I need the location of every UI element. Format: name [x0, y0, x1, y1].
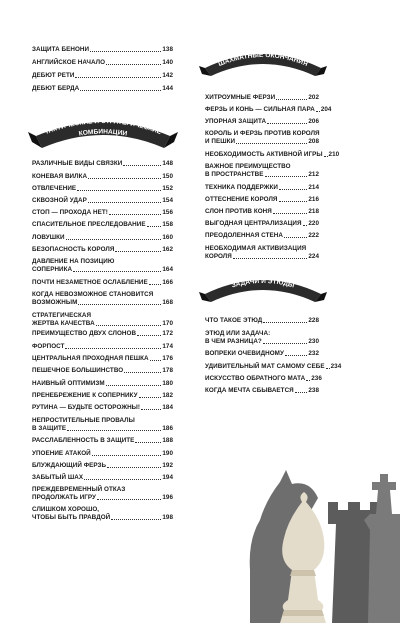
- toc-entry-page-number: 186: [162, 424, 173, 432]
- dot-leader: [233, 258, 308, 259]
- toc-entry: [205, 232, 319, 240]
- toc-entry-title-line1: КОРОЛЬ И ФЕРЗЬ ПРОТИВ КОРОЛЯ: [205, 130, 320, 137]
- toc-entry-title-line1: СТРАТЕГИЧЕСКАЯ: [32, 312, 92, 319]
- dot-leader: [88, 202, 162, 203]
- dot-leader: [316, 111, 320, 112]
- toc-entry-page-number: 208: [308, 137, 319, 145]
- toc-entry-title-line1: НЕПРОСТИТЕЛЬНЫЕ ПРОВАЛЫ: [32, 417, 135, 424]
- toc-entry-page-number: 228: [308, 317, 319, 324]
- toc-entry-title: БЕЗОПАСНОСТЬ КОРОЛЯ: [32, 246, 115, 253]
- toc-entry: [205, 245, 319, 261]
- toc-entry: [205, 363, 342, 371]
- toc-entry-title-line1: ПРЕЖДЕВРЕМЕННЫЙ ОТКАЗ: [32, 486, 126, 493]
- toc-entry-title: ЧТО ТАКОЕ ЭТЮД: [205, 317, 263, 324]
- section-banner-tactics-line1: ТАКТИЧЕСКИЕ И СТРАТЕГИЧЕСКИЕ: [43, 117, 163, 137]
- dot-leader: [306, 380, 310, 381]
- toc-entry: [32, 234, 173, 242]
- section-banner-endgames: [199, 44, 327, 78]
- dot-leader: [115, 251, 161, 252]
- dot-leader: [65, 348, 161, 349]
- toc-entry: [32, 380, 173, 388]
- toc-entry-title-line1: ЭТЮД ИЛИ ЗАДАЧА:: [205, 330, 271, 337]
- toc-entry-title: БЛУЖДАЮЩИЙ ФЕРЗЬ: [32, 462, 107, 469]
- toc-entry-title: ПОЧТИ НЕЗАМЕТНОЕ ОСЛАБЛЕНИЕ: [32, 279, 148, 286]
- dot-leader: [84, 479, 161, 480]
- dot-leader: [73, 271, 161, 272]
- dot-leader: [273, 213, 308, 214]
- dot-leader: [97, 499, 161, 500]
- toc-entry-page-number: 238: [308, 387, 319, 394]
- dot-leader: [109, 214, 161, 215]
- toc-entry-page-number: 178: [162, 367, 173, 374]
- toc-entry: [32, 486, 173, 502]
- toc-entry-title-line1: КОГДА НЕВОЗМОЖНОЕ СТАНОВИТСЯ: [32, 291, 154, 298]
- toc-entry: [32, 506, 173, 522]
- toc-entry: [32, 279, 173, 287]
- dot-leader: [236, 143, 307, 144]
- dot-leader: [285, 355, 307, 356]
- toc-entry: [32, 160, 173, 168]
- toc-entry-title: АНГЛИЙСКОЕ НАЧАЛО: [32, 59, 106, 66]
- dot-leader: [106, 385, 162, 386]
- toc-entry: [32, 221, 173, 229]
- dot-leader: [90, 51, 161, 52]
- toc-entry: [205, 375, 322, 383]
- toc-entry-title: СКВОЗНОЙ УДАР: [32, 197, 87, 204]
- toc-entry: [32, 185, 173, 193]
- toc-entry-page-number: 234: [330, 363, 342, 370]
- toc-entry-title: ОТТЕСНЕНИЕ КОРОЛЯ: [205, 196, 278, 203]
- toc-entry: [32, 85, 173, 93]
- toc-entry-page-number: 158: [162, 221, 173, 228]
- dot-leader: [267, 123, 307, 124]
- toc-entry-page-number: 220: [308, 220, 319, 227]
- toc-entry-page-number: 152: [162, 185, 173, 192]
- toc-entry-title: ЦЕНТРАЛЬНАЯ ПРОХОДНАЯ ПЕШКА: [32, 355, 149, 362]
- toc-entry: [32, 330, 173, 338]
- toc-entry-title: СОПЕРНИКА: [32, 265, 73, 273]
- toc-entry: [32, 46, 173, 54]
- toc-entry-page-number: 184: [162, 404, 173, 411]
- toc-entry-title: НАИВНЫЙ ОПТИМИЗМ: [32, 380, 105, 387]
- dot-leader: [141, 409, 161, 410]
- toc-entry-title: ОТВЛЕЧЕНИЕ: [32, 185, 77, 192]
- toc-entry: [205, 163, 319, 179]
- toc-entry-title: РУТИНА — БУДЬТЕ ОСТОРОЖНЫ!: [32, 404, 141, 411]
- toc-entry-page-number: 218: [308, 208, 319, 215]
- toc-entry: [205, 94, 319, 102]
- chess-pieces-illustration: [240, 420, 400, 623]
- dot-leader: [263, 322, 307, 323]
- toc-entry-page-number: 230: [308, 337, 319, 345]
- toc-entry-title: ЖЕРТВА КАЧЕСТВА: [32, 319, 95, 327]
- toc-entry: [205, 196, 319, 204]
- toc-entry: [32, 392, 173, 400]
- toc-entry-title: В ПРОСТРАНСТВЕ: [205, 170, 264, 178]
- toc-entry-page-number: 216: [308, 196, 319, 203]
- toc-entry: [32, 462, 173, 470]
- toc-entry: [32, 450, 173, 458]
- section-banner-problems-label: ЗАДАЧИ И ЭТЮДЫ: [230, 277, 296, 290]
- toc-entry-title: ФОРПОСТ: [32, 343, 65, 350]
- dot-leader: [123, 165, 161, 166]
- toc-entry: [32, 209, 173, 217]
- dot-leader: [135, 442, 161, 443]
- toc-entry-title: ВОЗМОЖНЫМ: [32, 298, 78, 306]
- toc-entry: [32, 291, 173, 307]
- toc-entry-title: УПОРНАЯ ЗАЩИТА: [205, 118, 267, 125]
- toc-entry-page-number: 182: [162, 392, 173, 399]
- section-banner-tactics-line2: КОМБИНАЦИИ: [78, 128, 128, 138]
- toc-entry: [32, 355, 173, 363]
- toc-entry-page-number: 164: [162, 265, 173, 273]
- toc-entry-page-number: 150: [162, 173, 173, 180]
- toc-entry: [32, 197, 173, 205]
- toc-entry: [32, 367, 173, 375]
- toc-entry-page-number: 198: [162, 513, 173, 521]
- toc-entry-title: ЛОВУШКИ: [32, 234, 65, 241]
- toc-entry-title: СПАСИТЕЛЬНОЕ ПРЕСЛЕДОВАНИЕ: [32, 221, 146, 228]
- dot-leader: [78, 304, 161, 305]
- toc-entry-title: ЧТОБЫ БЫТЬ ПРАВДОЙ: [32, 513, 111, 521]
- dot-leader: [139, 397, 162, 398]
- toc-entry-page-number: 170: [162, 319, 173, 327]
- toc-entry: [205, 208, 319, 216]
- toc-entry-title: СТОП — ПРОХОДА НЕТ!: [32, 209, 108, 216]
- dot-leader: [67, 430, 161, 431]
- toc-entry: [205, 151, 340, 159]
- toc-entry-page-number: 192: [162, 462, 173, 469]
- toc-entry-page-number: 188: [162, 437, 173, 444]
- toc-entry-title: ФЕРЗЬ И КОНЬ — СИЛЬНАЯ ПАРА: [205, 106, 315, 113]
- toc-entry: [32, 72, 173, 80]
- toc-entry-title: ДЕБЮТ РЕТИ: [32, 72, 75, 79]
- toc-entry-title: КОГДА МЕЧТА СБЫВАЕТСЯ: [205, 387, 294, 394]
- toc-entry-title: ХИТРОУМНЫЕ ФЕРЗИ: [205, 94, 276, 101]
- toc-entry-title-line1: НЕОБХОДИМАЯ АКТИВИЗАЦИЯ: [205, 245, 307, 252]
- toc-entry-title: УДИВИТЕЛЬНЫЙ МАТ САМОМУ СЕБЕ: [205, 363, 325, 370]
- toc-entry-title: РАЗЛИЧНЫЕ ВИДЫ СВЯЗКИ: [32, 160, 123, 167]
- toc-entry-page-number: 166: [162, 279, 173, 286]
- toc-entry-title: И ПЕШКИ: [205, 137, 236, 145]
- toc-entry-page-number: 154: [162, 197, 173, 204]
- dot-leader: [279, 189, 307, 190]
- section-banner-tactics: [28, 102, 178, 152]
- toc-entry-page-number: 204: [320, 106, 332, 113]
- dot-leader: [66, 239, 162, 240]
- toc-entry-page-number: 180: [162, 380, 173, 387]
- toc-entry-title: В ЧЕМ РАЗНИЦА?: [205, 337, 262, 345]
- dot-leader: [263, 343, 308, 344]
- toc-entry-title: КОНЕВАЯ ВИЛКА: [32, 173, 88, 180]
- toc-entry-page-number: 224: [308, 252, 319, 260]
- toc-entry: [32, 343, 173, 351]
- toc-entry-page-number: 156: [162, 209, 173, 216]
- toc-entry-title: УПОЕНИЕ АТАКОЙ: [32, 450, 91, 457]
- toc-entry: [32, 312, 173, 328]
- toc-entry-page-number: 174: [162, 343, 173, 350]
- dot-leader: [324, 156, 328, 157]
- toc-entry-page-number: 176: [162, 355, 173, 362]
- dot-leader: [265, 176, 308, 177]
- toc-entry: [205, 106, 332, 114]
- toc-entry: [205, 130, 319, 146]
- toc-entry: [32, 417, 173, 433]
- toc-entry: [205, 330, 319, 346]
- toc-entry-page-number: 138: [162, 46, 173, 53]
- dot-leader: [107, 467, 161, 468]
- toc-entry: [32, 437, 173, 445]
- toc-entry-title: ПРОДОЛЖАТЬ ИГРУ: [32, 493, 97, 501]
- toc-entry-page-number: 236: [311, 375, 322, 382]
- toc-entry-page-number: 148: [162, 160, 173, 167]
- toc-entry-page-number: 212: [308, 170, 319, 178]
- toc-entry: [205, 220, 319, 228]
- toc-entry-title: ПРЕИМУЩЕСТВО ДВУХ СЛОНОВ: [32, 330, 137, 337]
- dot-leader: [124, 372, 161, 373]
- dot-leader: [303, 225, 308, 226]
- toc-entry: [32, 173, 173, 181]
- toc-entry-title: РАССЛАБЛЕННОСТЬ В ЗАЩИТЕ: [32, 437, 135, 444]
- toc-entry-page-number: 190: [162, 450, 173, 457]
- toc-entry: [205, 350, 319, 358]
- toc-entry: [205, 184, 319, 192]
- toc-entry-page-number: 214: [308, 184, 319, 191]
- toc-entry-title: ВОПРЕКИ ОЧЕВИДНОМУ: [205, 350, 284, 357]
- toc-entry: [32, 404, 173, 412]
- dot-leader: [111, 519, 161, 520]
- dot-leader: [147, 226, 162, 227]
- toc-entry-title: ЗАБЫТЫЙ ШАХ: [32, 474, 84, 481]
- dot-leader: [92, 455, 162, 456]
- dot-leader: [149, 284, 162, 285]
- toc-entry: [32, 474, 173, 482]
- toc-entry-title: ПЕШЕЧНОЕ БОЛЬШИНСТВО: [32, 367, 124, 374]
- toc-entry-title: ПРЕНЕБРЕЖЕНИЕ К СОПЕРНИКУ: [32, 392, 138, 399]
- toc-entry-page-number: 144: [162, 85, 173, 92]
- toc-entry-title-line1: ДАВЛЕНИЕ НА ПОЗИЦИЮ: [32, 258, 115, 265]
- toc-entry-page-number: 142: [162, 72, 173, 79]
- toc-entry-page-number: 206: [308, 118, 319, 125]
- toc-entry-title: ВЫГОДНАЯ ЦЕНТРАЛИЗАЦИЯ: [205, 220, 302, 227]
- toc-entry-title-line1: СЛИШКОМ ХОРОШО,: [32, 506, 100, 513]
- toc-entry-page-number: 162: [162, 246, 173, 253]
- toc-entry-title: В ЗАЩИТЕ: [32, 424, 67, 432]
- toc-entry-page-number: 168: [162, 298, 173, 306]
- toc-entry-title: СЛОН ПРОТИВ КОНЯ: [205, 208, 272, 215]
- toc-entry-page-number: 160: [162, 234, 173, 241]
- dot-leader: [80, 90, 161, 91]
- toc-entry: [32, 258, 173, 274]
- toc-entry-page-number: 196: [162, 493, 173, 501]
- toc-entry-page-number: 140: [162, 59, 173, 66]
- section-banner-problems: [199, 270, 327, 304]
- toc-entry-title: ПРЕОДОЛЕННАЯ СТЕНА: [205, 232, 283, 239]
- dot-leader: [284, 237, 307, 238]
- dot-leader: [276, 99, 307, 100]
- toc-entry: [205, 317, 319, 325]
- toc-entry-page-number: 194: [162, 474, 173, 481]
- dot-leader: [137, 335, 161, 336]
- toc-entry-title: НЕОБХОДИМОСТЬ АКТИВНОЙ ИГРЫ: [205, 151, 323, 158]
- toc-entry-title: ЗАЩИТА БЕНОНИ: [32, 46, 90, 53]
- toc-entry: [205, 387, 319, 395]
- toc-entry-title: ТЕХНИКА ПОДДЕРЖКИ: [205, 184, 278, 191]
- toc-entry-page-number: 210: [328, 151, 340, 158]
- dot-leader: [295, 392, 308, 393]
- dot-leader: [75, 77, 161, 78]
- dot-leader: [106, 64, 161, 65]
- dot-leader: [77, 190, 161, 191]
- toc-entry-page-number: 222: [308, 232, 319, 239]
- toc-entry-title: ДЕБЮТ БЕРДА: [32, 85, 80, 92]
- toc-entry-page-number: 232: [308, 350, 319, 357]
- toc-entry-title: ИСКУССТВО ОБРАТНОГО МАТА: [205, 375, 306, 382]
- toc-entry-title: КОРОЛЯ: [205, 252, 232, 260]
- toc-entry: [32, 59, 173, 67]
- toc-entry: [32, 246, 173, 254]
- dot-leader: [326, 368, 330, 369]
- toc-entry-title-line1: ВАЖНОЕ ПРЕИМУЩЕСТВО: [205, 163, 291, 170]
- dot-leader: [88, 178, 161, 179]
- section-banner-endgames-label: ШАХМАТНЫЕ ОКОНЧАНИЯ: [217, 51, 309, 68]
- toc-entry-page-number: 202: [308, 94, 319, 101]
- dot-leader: [279, 201, 308, 202]
- toc-entry-page-number: 172: [162, 330, 173, 337]
- toc-entry: [205, 118, 319, 126]
- dot-leader: [96, 325, 162, 326]
- dot-leader: [150, 360, 162, 361]
